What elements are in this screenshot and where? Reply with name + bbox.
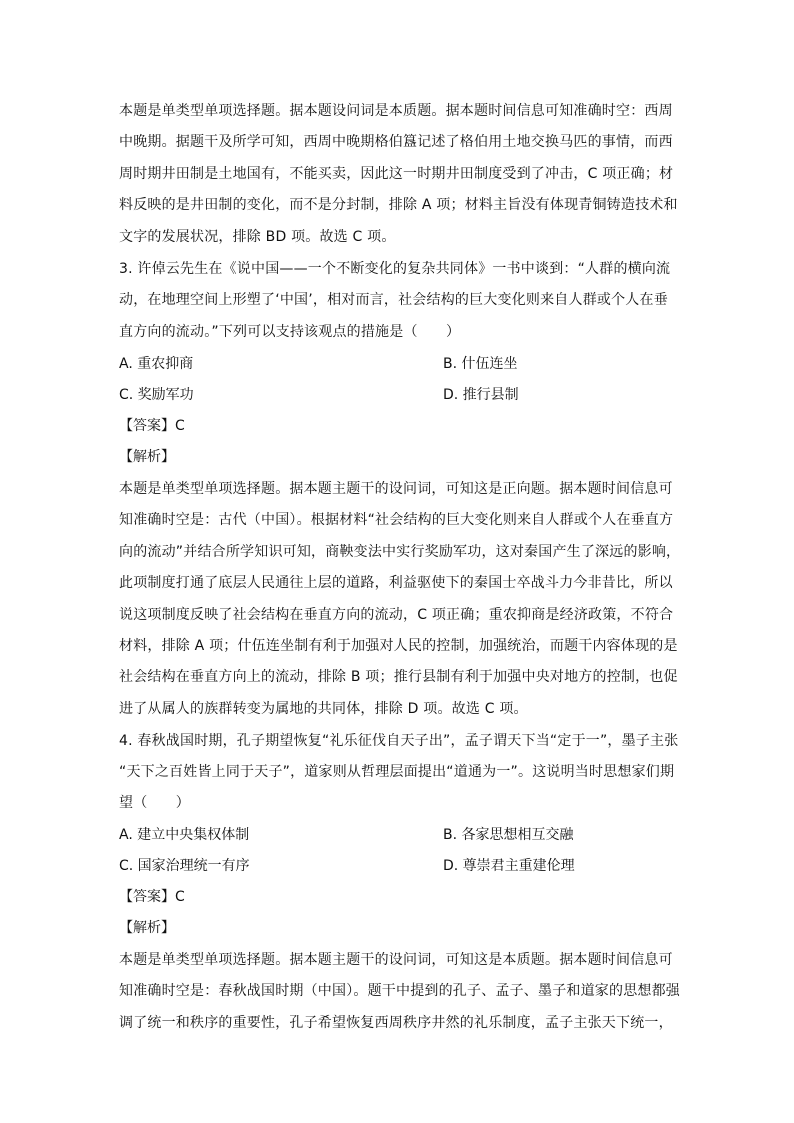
analysis-label: 【解析】 (119, 920, 175, 936)
analysis-text-line: 进了从属人的族群转变为属地的共同体，排除 D 项。故选 C 项。 (119, 701, 528, 717)
analysis-text-line: 向的流动”并结合所学知识可知，商鞅变法中实行奖励军功，这对秦国产生了深远的影响， (119, 544, 681, 560)
analysis-text-line: 知准确时空是：古代（中国）。根据材料“社会结构的巨大变化则来自人群或个人在垂直方 (119, 512, 674, 528)
option-d: D. 推行县制 (443, 387, 519, 403)
answer-label: 【答案】C (119, 889, 185, 905)
analysis-text-line: 文字的发展状况，排除 BD 项。故选 C 项。 (119, 229, 396, 245)
option-a: A. 建立中央集权体制 (119, 827, 250, 843)
option-d: D. 尊崇君主重建伦理 (443, 858, 575, 874)
question-3-stem: 3. 许倬云先生在《说中国——一个不断变化的复杂共同体》一书中谈到：“人群的横向流 (119, 261, 671, 277)
answer-label: 【答案】C (119, 418, 185, 434)
analysis-text-line: 中晚期。据题干及所学可知，西周中晚期格伯簋记述了格伯用土地交换马匹的事情，而西 (119, 134, 673, 150)
question-4-stem: 望（ ） (119, 795, 190, 811)
option-b: B. 什伍连坐 (443, 356, 518, 372)
option-b: B. 各家思想相互交融 (443, 827, 574, 843)
option-c: C. 国家治理统一有序 (119, 858, 250, 874)
analysis-text-line: 知准确时空是：春秋战国时期（中国）。题干中提到的孔子、孟子、墨子和道家的思想都强 (119, 983, 680, 999)
analysis-text-line: 本题是单类型单项选择题。据本题设问词是本质题。据本题时间信息可知准确时空：西周 (119, 103, 673, 119)
analysis-text-line: 本题是单类型单项选择题。据本题主题干的设问词，可知这是本质题。据本题时间信息可 (119, 952, 673, 968)
question-4-stem: “天下之百姓皆上同于天子”，道家则从哲理层面提出“道通为一”。这说明当时思想家们期 (119, 764, 675, 780)
analysis-text-line: 料反映的是井田制的变化，而不是分封制，排除 A 项；材料主旨没有体现青铜铸造技术和 (119, 197, 678, 213)
analysis-text-line: 说这项制度反映了社会结构在垂直方向的流动，C 项正确；重农抑商是经济政策，不符合 (119, 607, 674, 623)
analysis-text-line: 周时期井田制是土地国有，不能买卖，因此这一时期井田制度受到了冲击，C 项正确；材 (119, 166, 674, 182)
analysis-label: 【解析】 (119, 449, 175, 465)
analysis-text-line: 社会结构在垂直方向上的流动，排除 B 项；推行县制有利于加强中央对地方的控制，也促 (119, 669, 678, 685)
question-3-stem: 动，在地理空间上形塑了‘中国’，相对而言，社会结构的巨大变化则来自人群或个人在垂 (119, 292, 668, 308)
analysis-text-line: 此项制度打通了底层人民通往上层的道路，利益驱使下的秦国士卒战斗力今非昔比，所以 (119, 575, 673, 591)
option-c: C. 奖励军功 (119, 387, 194, 403)
analysis-text-line: 材料，排除 A 项；什伍连坐制有利于加强对人民的控制，加强统治，而题干内容体现的是 (119, 638, 678, 654)
question-3-stem: 直方向的流动。”下列可以支持该观点的措施是（ ） (119, 324, 461, 340)
option-a: A. 重农抑商 (119, 356, 194, 372)
analysis-text-line: 调了统一和秩序的重要性，孔子希望恢复西周秩序井然的礼乐制度，孟子主张天下统一， (119, 1015, 673, 1031)
question-4-stem: 4. 春秋战国时期，孔子期望恢复“礼乐征伐自天子出”，孟子谓天下当“定于一”，墨子主张 (119, 733, 679, 749)
analysis-text-line: 本题是单类型单项选择题。据本题主题干的设问词，可知这是正向题。据本题时间信息可 (119, 481, 673, 497)
